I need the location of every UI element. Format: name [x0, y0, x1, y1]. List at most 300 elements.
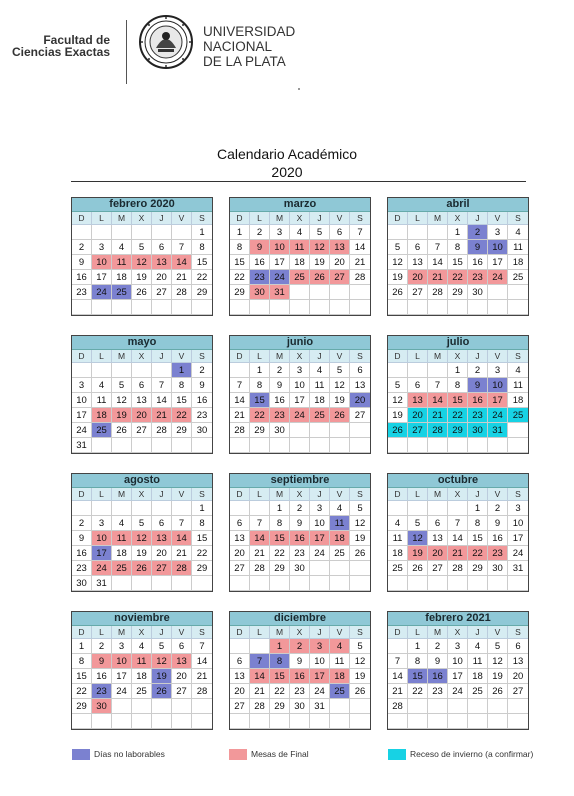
day-cell: 3 [310, 639, 330, 654]
week-row [72, 240, 212, 255]
empty-cell [112, 576, 132, 591]
day-cell: 6 [428, 516, 448, 531]
day-cell: 5 [350, 639, 370, 654]
day-cell: 27 [230, 561, 250, 576]
weekday-label: V [330, 488, 350, 501]
empty-cell [408, 501, 428, 516]
day-cell: 22 [468, 546, 488, 561]
weekday-label: D [72, 212, 92, 225]
day-cell: 11 [508, 378, 528, 393]
day-cell: 7 [350, 225, 370, 240]
day-cell: 26 [132, 561, 152, 576]
week-row [230, 561, 370, 576]
weekday-header-row [388, 350, 528, 363]
day-cell: 29 [230, 285, 250, 300]
day-cell: 22 [270, 546, 290, 561]
weekday-label: M [428, 212, 448, 225]
week-row [72, 225, 212, 240]
day-cell: 10 [92, 531, 112, 546]
weekday-label: D [72, 488, 92, 501]
empty-cell [388, 501, 408, 516]
day-cell: 1 [192, 225, 212, 240]
day-cell: 10 [270, 240, 290, 255]
day-cell: 26 [132, 285, 152, 300]
empty-cell [290, 576, 310, 591]
day-cell: 17 [310, 531, 330, 546]
day-cell: 21 [250, 546, 270, 561]
day-cell: 15 [448, 393, 468, 408]
empty-cell [152, 300, 172, 315]
day-cell: 6 [172, 639, 192, 654]
empty-cell [330, 714, 350, 729]
empty-cell [468, 699, 488, 714]
day-cell: 22 [192, 546, 212, 561]
weekday-label: L [408, 350, 428, 363]
weekday-header-row [388, 626, 528, 639]
day-cell: 7 [250, 654, 270, 669]
week-row [230, 531, 370, 546]
day-cell: 10 [310, 654, 330, 669]
legend-final [229, 749, 309, 760]
day-cell: 13 [172, 654, 192, 669]
week-row [388, 270, 528, 285]
day-cell: 13 [132, 393, 152, 408]
day-cell: 2 [290, 501, 310, 516]
week-row [72, 438, 212, 453]
day-cell: 5 [132, 516, 152, 531]
legend-nolab-label: Días no laborables [94, 749, 165, 759]
day-cell: 10 [310, 516, 330, 531]
weekday-label: M [428, 626, 448, 639]
day-cell: 7 [388, 654, 408, 669]
weekday-label: J [310, 626, 330, 639]
empty-cell [428, 438, 448, 453]
day-cell: 31 [310, 699, 330, 714]
day-cell: 3 [72, 378, 92, 393]
day-cell: 29 [270, 561, 290, 576]
day-cell: 7 [428, 240, 448, 255]
week-row [72, 561, 212, 576]
empty-cell [488, 300, 508, 315]
empty-cell [310, 285, 330, 300]
day-cell: 5 [112, 378, 132, 393]
empty-cell [72, 714, 92, 729]
day-cell: 19 [152, 669, 172, 684]
empty-cell [448, 714, 468, 729]
day-cell: 18 [388, 546, 408, 561]
day-cell: 16 [290, 669, 310, 684]
day-cell: 28 [172, 285, 192, 300]
day-cell: 12 [388, 393, 408, 408]
weekday-label: M [112, 350, 132, 363]
empty-cell [428, 576, 448, 591]
weekday-label: J [152, 212, 172, 225]
day-cell: 18 [92, 408, 112, 423]
month-name: agosto [72, 474, 212, 488]
empty-cell [310, 423, 330, 438]
legend-final-label: Mesas de Final [251, 749, 309, 759]
day-cell: 20 [230, 684, 250, 699]
week-row [388, 300, 528, 315]
weekday-label: J [152, 350, 172, 363]
empty-cell [310, 438, 330, 453]
week-row [388, 684, 528, 699]
week-row [230, 378, 370, 393]
day-cell: 22 [270, 684, 290, 699]
weekday-label: M [112, 626, 132, 639]
day-cell: 28 [448, 561, 468, 576]
weekday-label: D [388, 488, 408, 501]
weekday-label: M [112, 212, 132, 225]
day-cell: 14 [428, 255, 448, 270]
empty-cell [112, 300, 132, 315]
empty-cell [428, 501, 448, 516]
day-cell: 10 [508, 516, 528, 531]
month-name: febrero 2020 [72, 198, 212, 212]
week-row [388, 699, 528, 714]
empty-cell [310, 300, 330, 315]
day-cell: 14 [250, 531, 270, 546]
day-cell: 25 [388, 561, 408, 576]
day-cell: 16 [290, 531, 310, 546]
day-cell: 8 [192, 240, 212, 255]
month-calendar [387, 473, 529, 592]
day-cell: 8 [270, 516, 290, 531]
weekday-label: V [488, 626, 508, 639]
month-name: diciembre [230, 612, 370, 626]
day-cell: 7 [172, 240, 192, 255]
day-cell: 30 [92, 699, 112, 714]
day-cell: 12 [310, 240, 330, 255]
empty-cell [448, 699, 468, 714]
weekday-label: X [132, 626, 152, 639]
week-row [230, 501, 370, 516]
week-row [388, 363, 528, 378]
day-cell: 1 [250, 363, 270, 378]
day-cell: 25 [112, 285, 132, 300]
empty-cell [508, 285, 528, 300]
day-cell: 15 [192, 255, 212, 270]
week-row [72, 408, 212, 423]
weekday-label: V [172, 626, 192, 639]
day-cell: 19 [350, 669, 370, 684]
day-cell: 19 [388, 408, 408, 423]
weekday-label: X [132, 488, 152, 501]
day-cell: 2 [250, 225, 270, 240]
empty-cell [112, 225, 132, 240]
empty-cell [448, 300, 468, 315]
month-calendar [229, 197, 371, 316]
empty-cell [488, 438, 508, 453]
empty-cell [72, 363, 92, 378]
day-cell: 13 [428, 531, 448, 546]
empty-cell [350, 714, 370, 729]
weekday-label: M [270, 212, 290, 225]
empty-cell [192, 699, 212, 714]
day-cell: 10 [488, 240, 508, 255]
day-cell: 5 [152, 639, 172, 654]
empty-cell [250, 576, 270, 591]
day-cell: 28 [428, 423, 448, 438]
empty-cell [388, 576, 408, 591]
day-cell: 7 [250, 516, 270, 531]
empty-cell [428, 714, 448, 729]
weekday-label: V [330, 212, 350, 225]
month-calendar [387, 611, 529, 730]
weekday-label: V [330, 350, 350, 363]
day-cell: 29 [172, 423, 192, 438]
legend-nolab-swatch [72, 749, 90, 760]
day-cell: 10 [112, 654, 132, 669]
weekday-label: X [448, 488, 468, 501]
day-cell: 24 [92, 285, 112, 300]
month-name: mayo [72, 336, 212, 350]
day-cell: 8 [250, 378, 270, 393]
day-cell: 14 [350, 240, 370, 255]
day-cell: 11 [310, 378, 330, 393]
week-row [388, 639, 528, 654]
day-cell: 5 [388, 378, 408, 393]
empty-cell [250, 300, 270, 315]
week-row [72, 714, 212, 729]
week-row [230, 393, 370, 408]
weekday-label: L [92, 626, 112, 639]
week-row [230, 699, 370, 714]
empty-cell [428, 300, 448, 315]
weekday-label: J [468, 626, 488, 639]
day-cell: 2 [468, 363, 488, 378]
day-cell: 29 [72, 699, 92, 714]
empty-cell [350, 438, 370, 453]
day-cell: 6 [408, 378, 428, 393]
day-cell: 8 [172, 378, 192, 393]
day-cell: 26 [310, 270, 330, 285]
empty-cell [408, 714, 428, 729]
day-cell: 16 [468, 393, 488, 408]
day-cell: 14 [250, 669, 270, 684]
empty-cell [72, 225, 92, 240]
weekday-label: M [112, 488, 132, 501]
day-cell: 12 [350, 654, 370, 669]
day-cell: 9 [92, 654, 112, 669]
empty-cell [152, 438, 172, 453]
empty-cell [192, 576, 212, 591]
week-row [230, 516, 370, 531]
week-row [230, 408, 370, 423]
day-cell: 6 [132, 378, 152, 393]
empty-cell [350, 300, 370, 315]
day-cell: 28 [428, 285, 448, 300]
day-cell: 17 [112, 669, 132, 684]
empty-cell [408, 699, 428, 714]
faculty-line-2: Ciencias Exactas [11, 45, 110, 59]
empty-cell [172, 225, 192, 240]
day-cell: 17 [310, 669, 330, 684]
weekday-label: V [172, 212, 192, 225]
day-cell: 21 [250, 684, 270, 699]
day-cell: 25 [310, 408, 330, 423]
page-year: 2020 [271, 164, 303, 180]
day-cell: 25 [508, 270, 528, 285]
day-cell: 10 [72, 393, 92, 408]
day-cell: 19 [112, 408, 132, 423]
week-row [230, 300, 370, 315]
day-cell: 13 [152, 255, 172, 270]
day-cell: 30 [290, 561, 310, 576]
day-cell: 21 [428, 270, 448, 285]
day-cell: 25 [92, 423, 112, 438]
day-cell: 13 [230, 669, 250, 684]
empty-cell [408, 225, 428, 240]
day-cell: 14 [428, 393, 448, 408]
weekday-label: M [270, 488, 290, 501]
day-cell: 19 [132, 546, 152, 561]
day-cell: 27 [408, 285, 428, 300]
day-cell: 22 [448, 270, 468, 285]
day-cell: 23 [488, 546, 508, 561]
empty-cell [290, 438, 310, 453]
day-cell: 7 [230, 378, 250, 393]
day-cell: 24 [508, 546, 528, 561]
month-name: septiembre [230, 474, 370, 488]
empty-cell [172, 501, 192, 516]
day-cell: 31 [92, 576, 112, 591]
empty-cell [172, 699, 192, 714]
day-cell: 4 [290, 225, 310, 240]
weekday-header-row [72, 488, 212, 501]
day-cell: 21 [388, 684, 408, 699]
day-cell: 4 [310, 363, 330, 378]
week-row [72, 699, 212, 714]
empty-cell [112, 363, 132, 378]
day-cell: 31 [488, 423, 508, 438]
day-cell: 19 [488, 669, 508, 684]
legend-receso-swatch [388, 749, 406, 760]
day-cell: 7 [192, 639, 212, 654]
empty-cell [508, 699, 528, 714]
day-cell: 23 [72, 561, 92, 576]
empty-cell [428, 225, 448, 240]
faculty-name [6, 34, 110, 58]
day-cell: 21 [172, 546, 192, 561]
day-cell: 30 [72, 576, 92, 591]
day-cell: 5 [350, 501, 370, 516]
day-cell: 9 [290, 654, 310, 669]
day-cell: 5 [388, 240, 408, 255]
day-cell: 20 [350, 393, 370, 408]
day-cell: 13 [350, 378, 370, 393]
day-cell: 12 [112, 393, 132, 408]
weekday-label: L [92, 212, 112, 225]
empty-cell [388, 300, 408, 315]
weekday-label: J [310, 488, 330, 501]
day-cell: 20 [408, 270, 428, 285]
week-row [388, 561, 528, 576]
empty-cell [172, 576, 192, 591]
weekday-label: X [448, 212, 468, 225]
weekday-label: L [408, 212, 428, 225]
day-cell: 4 [468, 639, 488, 654]
weekday-label: J [152, 626, 172, 639]
week-row [230, 576, 370, 591]
weekday-label: D [72, 350, 92, 363]
weekday-label: S [350, 350, 370, 363]
day-cell: 29 [192, 561, 212, 576]
empty-cell [132, 699, 152, 714]
week-row [72, 393, 212, 408]
day-cell: 11 [508, 240, 528, 255]
day-cell: 6 [508, 639, 528, 654]
empty-cell [92, 300, 112, 315]
day-cell: 18 [330, 669, 350, 684]
day-cell: 22 [192, 270, 212, 285]
empty-cell [72, 300, 92, 315]
day-cell: 14 [172, 531, 192, 546]
week-row [72, 654, 212, 669]
empty-cell [152, 225, 172, 240]
month-calendar [229, 335, 371, 454]
empty-cell [92, 714, 112, 729]
day-cell: 25 [508, 408, 528, 423]
day-cell: 10 [290, 378, 310, 393]
day-cell: 19 [350, 531, 370, 546]
empty-cell [448, 576, 468, 591]
empty-cell [132, 714, 152, 729]
day-cell: 2 [428, 639, 448, 654]
weekday-label: D [388, 626, 408, 639]
empty-cell [290, 300, 310, 315]
empty-cell [468, 576, 488, 591]
weekday-label: S [508, 350, 528, 363]
day-cell: 18 [330, 531, 350, 546]
day-cell: 4 [388, 516, 408, 531]
day-cell: 4 [508, 225, 528, 240]
day-cell: 31 [72, 438, 92, 453]
day-cell: 6 [152, 240, 172, 255]
day-cell: 21 [230, 408, 250, 423]
day-cell: 12 [388, 255, 408, 270]
empty-cell [192, 438, 212, 453]
day-cell: 24 [92, 561, 112, 576]
empty-cell [350, 576, 370, 591]
university-seal-icon [138, 14, 194, 70]
week-row [230, 255, 370, 270]
weekday-label: L [408, 626, 428, 639]
day-cell: 17 [448, 669, 468, 684]
legend-receso-label: Receso de invierno (a confirmar) [410, 749, 534, 759]
empty-cell [428, 699, 448, 714]
day-cell: 27 [350, 408, 370, 423]
week-row [230, 438, 370, 453]
empty-cell [152, 699, 172, 714]
weekday-header-row [230, 350, 370, 363]
day-cell: 11 [132, 654, 152, 669]
day-cell: 18 [290, 255, 310, 270]
university-line-3: DE LA PLATA [203, 54, 286, 69]
empty-cell [310, 561, 330, 576]
empty-cell [508, 423, 528, 438]
day-cell: 12 [350, 516, 370, 531]
day-cell: 27 [172, 684, 192, 699]
empty-cell [290, 423, 310, 438]
empty-cell [350, 423, 370, 438]
weekday-label: J [468, 350, 488, 363]
day-cell: 2 [270, 363, 290, 378]
week-row [72, 300, 212, 315]
empty-cell [310, 576, 330, 591]
day-cell: 24 [488, 270, 508, 285]
day-cell: 25 [330, 546, 350, 561]
